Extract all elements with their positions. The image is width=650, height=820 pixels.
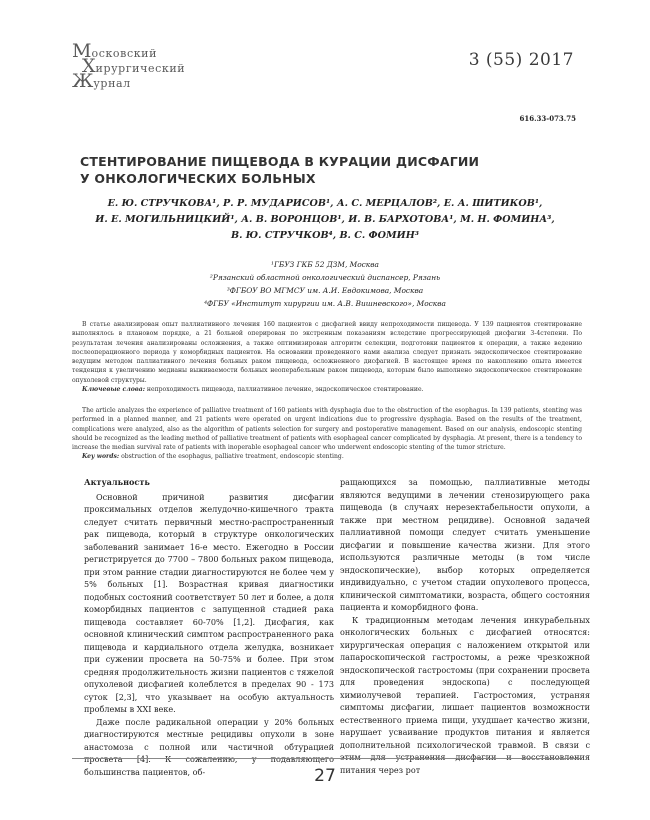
section-heading: Актуальность [84, 477, 150, 487]
page-number: 27 [314, 766, 336, 786]
footer-divider [72, 758, 580, 759]
paragraph: Основной причиной развития дисфагии проксимальных отделов желудочно-кишечного тракта следует считать первичный местно-распространенный рак пищевода, который в структуре онкологических заболеваний занимает 16-е место. Ежегодно в России регистрируется до 7700 – 7800 больных раком пищевода, при этом ранние стадии диагностируются не более чем у 5% больных [1]. Возрастная кривая диагностики подобных состояний соответствует 50 лет и более, а доля коморбидных пациентов с запущенной стадией рака пищевода составляет 60-70% [1,2]. Дисфагия, как основной клинический симптом распространенного рака пищевода и кардиального отдела желудка, возникает при сужении просвета на 50-75% и более. При этом средняя продолжительность жизни пациентов с тяжелой опухолевой дисфагией колеблется в пределах 90 - 173 суток [2,3], что указывает на особую актуальность проблемы в XXI веке. [84, 491, 334, 714]
keywords [72, 385, 582, 394]
abstract-english [72, 406, 582, 462]
paragraph: ращающихся за помощью, паллиативные методы являются ведущими в лечении стенозирующего рака пищевода (в случаях нерезектабельности опухоли, а также при местном рецидиве). Основной задачей паллиативной помощи следует считать уменьшение дисфагии и повышение качества жизни. Для этого используются различные методы (в том числе эндоскопические), выбор которых определяется индивидуально, с учетом стадии опухолевого процесса, клинической симптоматики, возраста, общего состояния пациента и коморбидного фона. [340, 477, 590, 612]
affiliation: ²Рязанский областной онкологический диспансер, Рязань [209, 273, 441, 282]
abstract-text: В статье анализирован опыт паллиативного лечения 160 пациентов с дисфагией ввиду непроходимости пищевода. У 139 пациентов стентирование выполнялось в плановом порядке, а 21 больной оперирован по экстренным показаниям вследствие прогрессирующей дисфагии 3-4степени. По результатам лечения анализированы осложнения, а также оптимизирован алгоритм селекции, подготовки пациентов к операции, а также ведению послеоперационного периода у коморбидных пациентов. На основании проведенного нами анализа следует признать эндоскопическое стентирование ведущим методом паллиативного лечения больных раком пищевода, осложненного дисфагией. В настоящее время по накоплению опыта имеется тенденция к увеличению медианы выживаемости больных неоперабельным раком пищевода, которым было выполнено эндоскопическое стентирование опухолевой структуры. [72, 321, 582, 384]
logo-line-2: Хирургический [82, 55, 186, 77]
affiliation: ¹ГБУЗ ГКБ 52 ДЗМ, Москва [271, 260, 379, 269]
abstract-text: The article analyzes the experience of palliative treatment of 160 patients with dysphagia due to the obstruction of the esophagus. In 139 patients, stenting was performed in a planned manner, and 21 patients were operated on urgent indications due to progressive dysphagia. Based on the results of the treatment, complications were analyzed, also as the algorithm of patients selection for surgery and postoperative management. Based on our analysis, endoscopic stenting should be recognized as the leading method of palliative treatment of patients with esophageal cancer complicated by dysphagia. At present, there is a tendency to increase the median survival rate of patients with inoperable esophageal cancer who underwent endoscopic stenting of the tumor stricture. [72, 407, 582, 452]
keywords-label: Ключевые слова: [82, 386, 145, 394]
abstract-russian [72, 320, 582, 394]
keywords [72, 452, 582, 461]
body-column-right [340, 476, 590, 776]
affiliation: ³ФГБОУ ВО МГМСУ им. А.И. Евдокимова, Москва [226, 286, 424, 295]
udc-code: 616.33-073.75 [519, 114, 576, 123]
paragraph: Даже после радикальной операции у 20% больных диагностируются местные рецидивы опухоли в зоне анастомоза с полной или частичной обтурацией просвета [4]. К сожалению, у подавляющего большинства пациентов, об- [84, 716, 334, 777]
affiliation: ⁴ФГБУ «Институт хирургии им. А.В. Вишневского», Москва [204, 299, 446, 308]
keywords-text: непроходимость пищевода, паллиативное лечение, эндоскопическое стентирование. [146, 386, 424, 394]
keywords-label: Key words: [82, 453, 120, 461]
title-line: У ОНКОЛОГИЧЕСКИХ БОЛЬНЫХ [80, 171, 316, 186]
journal-issue: 3 (55) 2017 [468, 50, 574, 70]
authors-line: В. Ю. СТРУЧКОВ⁴, В. С. ФОМИН³ [231, 230, 419, 241]
logo-line-3: Журнал [72, 70, 131, 92]
authors-line: Е. Ю. СТРУЧКОВА¹, Р. Р. МУДАРИСОВ¹, А. С. МЕРЦАЛОВ², Е. А. ШИТИКОВ¹, [107, 198, 543, 209]
article-title [80, 153, 580, 187]
title-line: СТЕНТИРОВАНИЕ ПИЩЕВОДА В КУРАЦИИ ДИСФАГИИ [80, 154, 480, 169]
affiliations [60, 258, 590, 310]
body-column-left [84, 476, 334, 778]
logo-line-1: Московский [72, 40, 158, 62]
paragraph: К традиционным методам лечения инкурабельных онкологических больных с дисфагией относятся: хирургическая операция с наложением открытой или лапароскопической гастростомы, а реже чрезкожной эндоскопической гастростомы (при сохранении просвета для проведения эндоскопа) с последующей химиолучевой терапией. Гастростомия, устраняя симптомы дисфагии, лишает пациентов возможности естественного приема пищи, ухудшает качество жизни, нарушает усваивание продуктов питания и является дополнительной психологической травмой. В связи с этим для устранения дисфагии и восстановления питания через рот [340, 614, 590, 775]
journal-logo [72, 40, 212, 90]
keywords-text: obstruction of the esophagus, palliative treatment, endoscopic stenting. [121, 453, 344, 461]
authors-line: И. Е. МОГИЛЬНИЦКИЙ¹, А. В. ВОРОНЦОВ¹, И. В. БАРХОТОВА¹, М. Н. ФОМИНА³, [95, 214, 555, 225]
authors [60, 196, 590, 244]
